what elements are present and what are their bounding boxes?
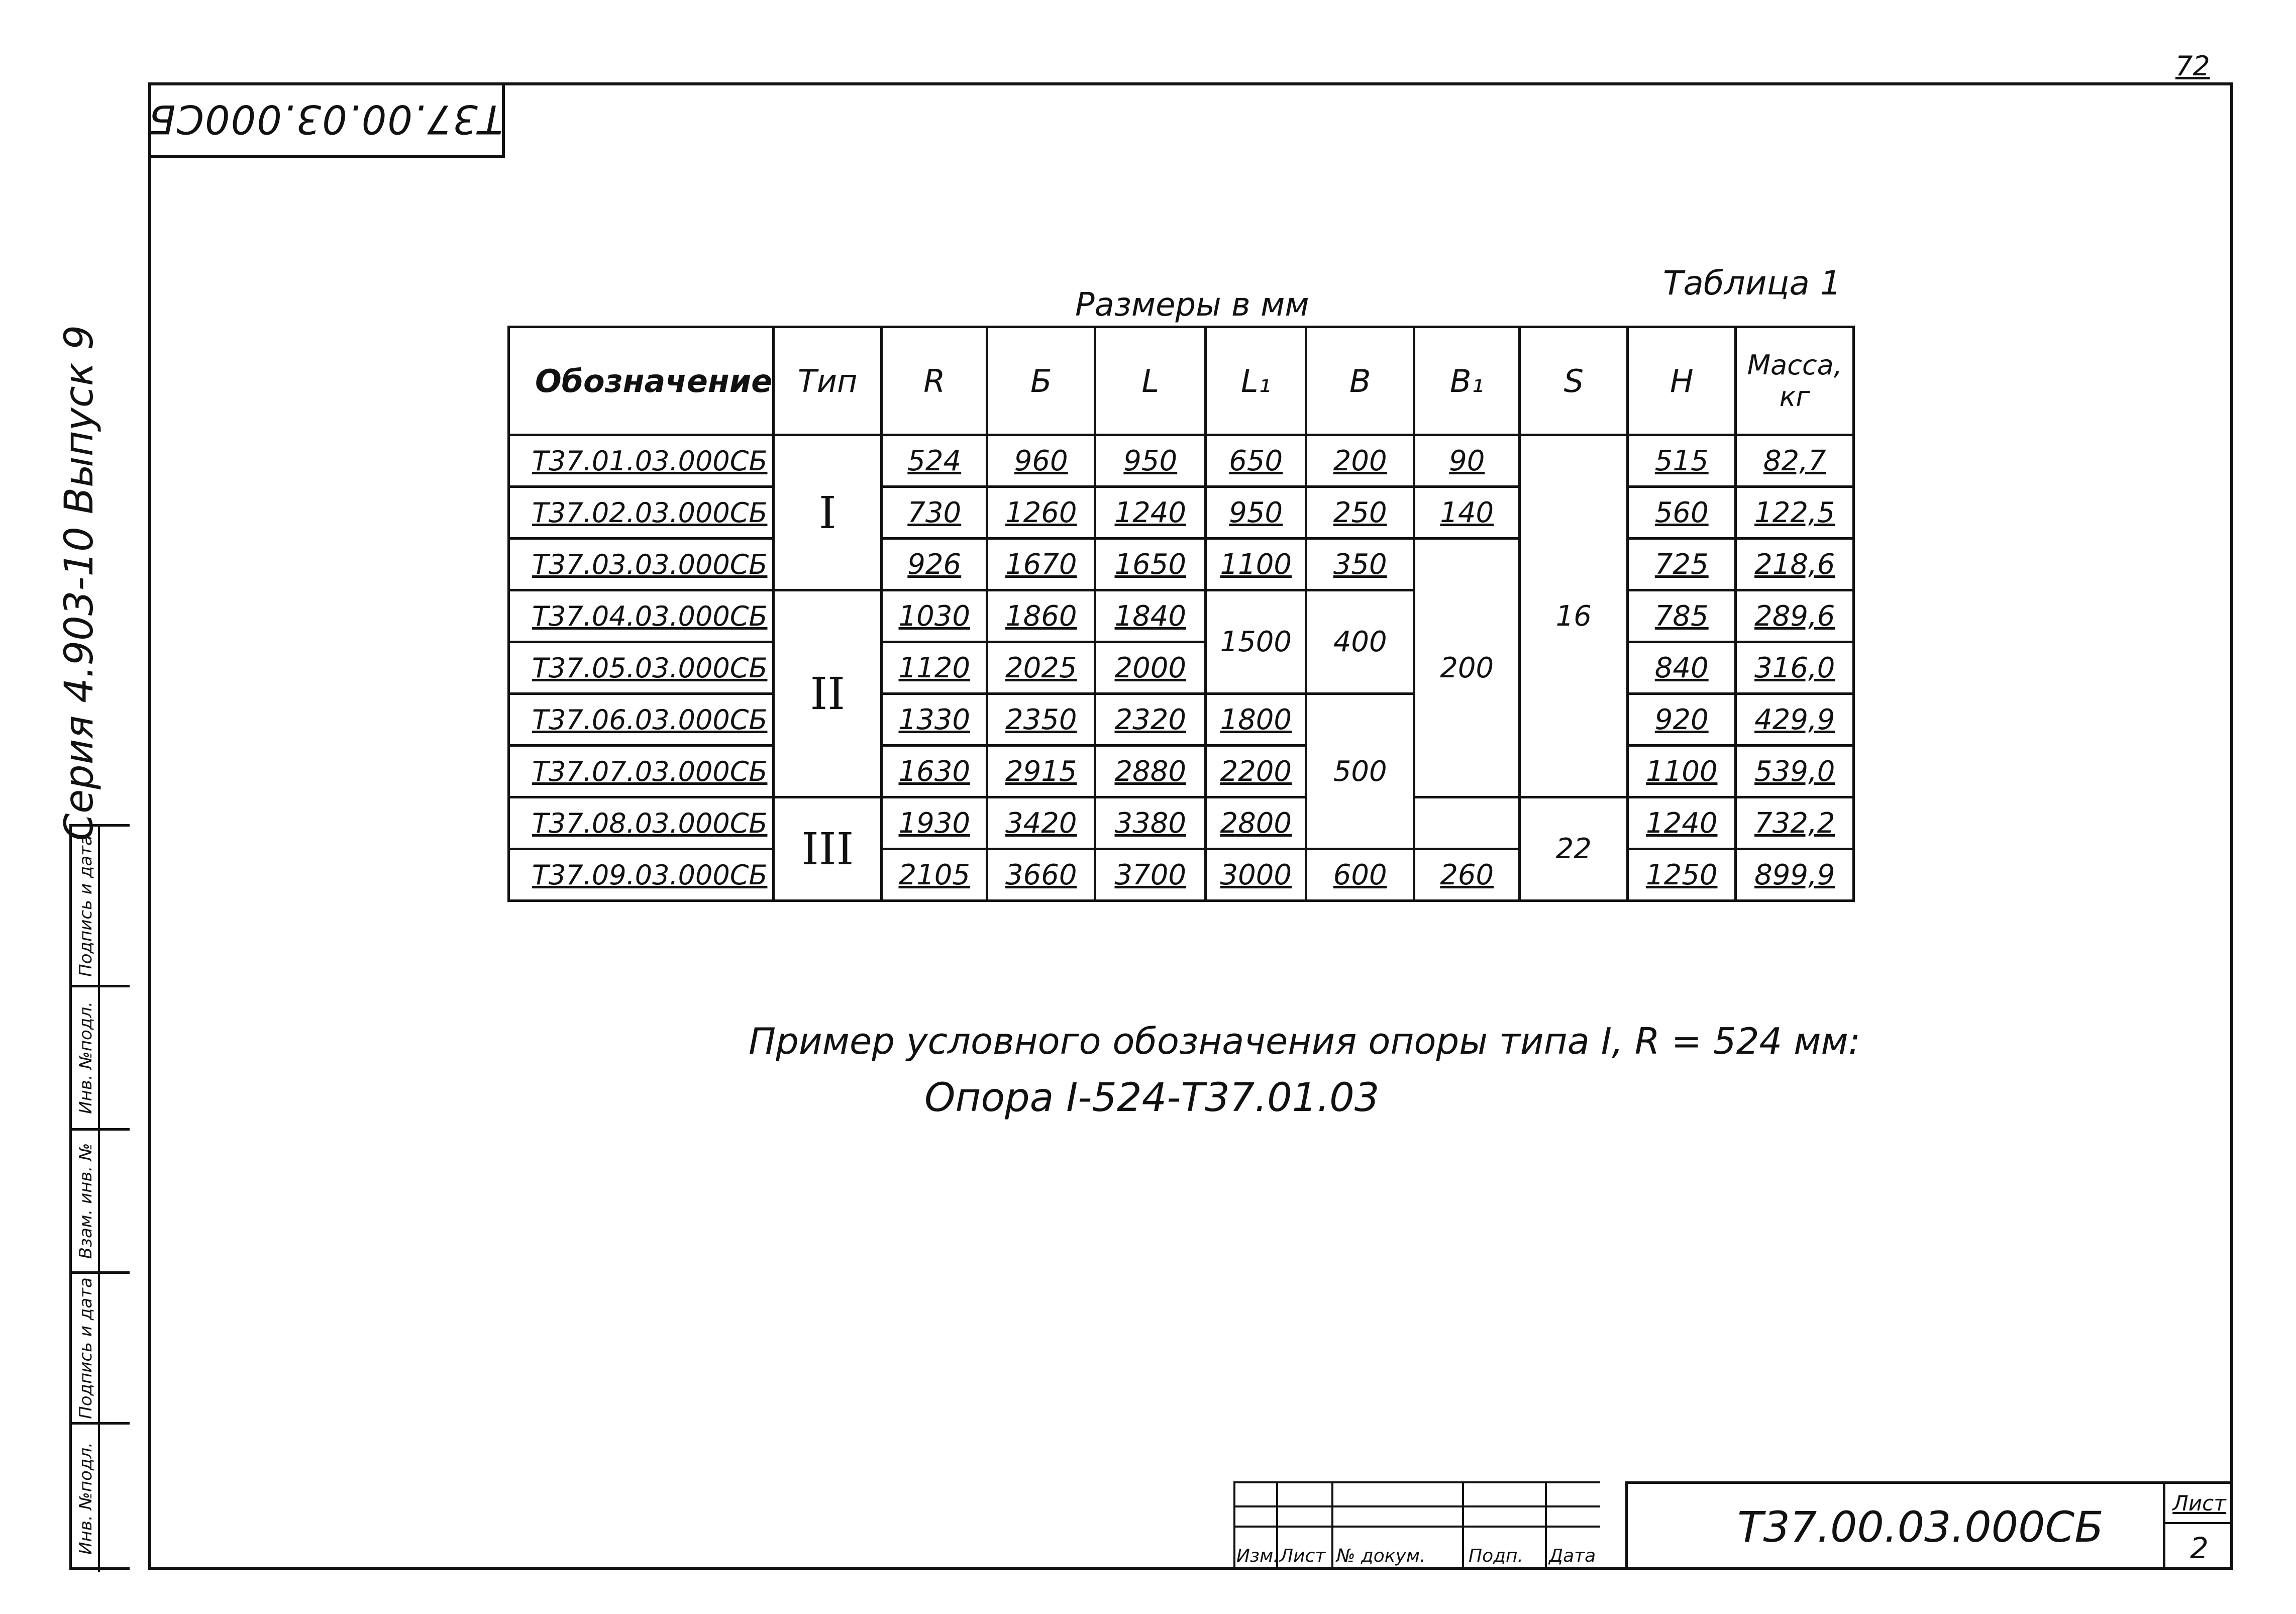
cell-r: 926 <box>882 539 987 590</box>
side-stamp-label: Подпись и дата <box>76 1277 96 1419</box>
cell-mass: 82,7 <box>1736 435 1854 487</box>
cell-h: 1100 <box>1628 746 1736 797</box>
cell-code: Т37.03.03.000СБ <box>509 539 774 590</box>
cell-mass: 429,9 <box>1736 694 1854 746</box>
side-stamp-cell <box>72 1425 130 1572</box>
header-v: В <box>1306 327 1414 435</box>
cell-type: I <box>774 435 882 590</box>
cell-l1: 3000 <box>1206 849 1306 901</box>
series-label: Серия 4.903-10 Выпуск 9 <box>57 325 102 841</box>
cell-v1-blank <box>1414 797 1520 849</box>
title-block-sheet <box>2163 1481 2233 1570</box>
cell-h: 1250 <box>1628 849 1736 901</box>
title-block-header: Дата <box>1549 1546 1596 1566</box>
cell-r: 2105 <box>882 849 987 901</box>
title-block-header: Подп. <box>1469 1546 1523 1566</box>
header-s: S <box>1520 327 1628 435</box>
title-block-doc-code: Т37.00.03.000СБ <box>1625 1481 2213 1570</box>
side-stamp-cell <box>72 827 130 987</box>
cell-v: 600 <box>1306 849 1414 901</box>
cell-r: 1330 <box>882 694 987 746</box>
sheet-number: 2 <box>2190 1531 2209 1565</box>
table-label: Таблица 1 <box>1663 264 1841 302</box>
cell-h: 920 <box>1628 694 1736 746</box>
cell-h: 1240 <box>1628 797 1736 849</box>
cell-h: 840 <box>1628 642 1736 694</box>
header-l1: L₁ <box>1206 327 1306 435</box>
units-caption: Размеры в мм <box>1075 286 1309 324</box>
table-row <box>509 797 1854 849</box>
cell-mass: 899,9 <box>1736 849 1854 901</box>
title-block-header: № докум. <box>1336 1546 1426 1566</box>
cell-b: 2025 <box>987 642 1095 694</box>
cell-r: 1120 <box>882 642 987 694</box>
cell-h: 725 <box>1628 539 1736 590</box>
cell-mass: 316,0 <box>1736 642 1854 694</box>
table-row <box>509 539 1854 590</box>
example-designation: Опора I-524-Т37.01.03 <box>924 1075 1380 1121</box>
page-number: 72 <box>2175 50 2210 82</box>
cell-r: 1630 <box>882 746 987 797</box>
cell-l1: 1800 <box>1206 694 1306 746</box>
table-row <box>509 487 1854 539</box>
cell-code: Т37.09.03.000СБ <box>509 849 774 901</box>
cell-l1: 950 <box>1206 487 1306 539</box>
side-stamp-cell <box>72 1131 130 1274</box>
cell-l: 1240 <box>1095 487 1206 539</box>
cell-b: 2915 <box>987 746 1095 797</box>
cell-h: 560 <box>1628 487 1736 539</box>
cell-v: 200 <box>1306 435 1414 487</box>
title-block <box>1233 1481 2233 1570</box>
cell-l1: 1100 <box>1206 539 1306 590</box>
cell-code: Т37.01.03.000СБ <box>509 435 774 487</box>
cell-v: 400 <box>1306 590 1414 694</box>
cell-l1: 2800 <box>1206 797 1306 849</box>
cell-l1: 650 <box>1206 435 1306 487</box>
side-stamp <box>69 824 130 1570</box>
side-stamp-label: Подпись и дата <box>76 835 96 977</box>
side-stamp-label: Инв. №подл. <box>76 1001 96 1114</box>
cell-code: Т37.08.03.000СБ <box>509 797 774 849</box>
cell-type: III <box>774 797 882 901</box>
header-h: Н <box>1628 327 1736 435</box>
example-caption: Пример условного обозначения опоры типа I, R = 524 мм: <box>749 1020 1861 1062</box>
top-stamp-code: Т37.00.03.000СБ <box>147 96 503 141</box>
cell-b: 1670 <box>987 539 1095 590</box>
cell-v1: 200 <box>1414 539 1520 797</box>
table-row <box>509 694 1854 746</box>
cell-v1: 140 <box>1414 487 1520 539</box>
cell-l: 2880 <box>1095 746 1206 797</box>
cell-type: II <box>774 590 882 797</box>
cell-v1: 260 <box>1414 849 1520 901</box>
cell-r: 1930 <box>882 797 987 849</box>
side-stamp-label: Инв. №подл. <box>76 1442 96 1555</box>
header-designation: Обозначение <box>509 327 774 435</box>
cell-l: 3700 <box>1095 849 1206 901</box>
title-block-header: Изм. <box>1236 1546 1279 1566</box>
cell-mass: 289,6 <box>1736 590 1854 642</box>
header-l: L <box>1095 327 1206 435</box>
header-type: Тип <box>774 327 882 435</box>
table-row <box>509 642 1854 694</box>
cell-b: 3420 <box>987 797 1095 849</box>
table-row <box>509 435 1854 487</box>
cell-v1: 90 <box>1414 435 1520 487</box>
cell-b: 1260 <box>987 487 1095 539</box>
title-block-header: Лист <box>1280 1546 1326 1566</box>
cell-b: 3660 <box>987 849 1095 901</box>
dimensions-table <box>507 326 1855 902</box>
cell-r: 1030 <box>882 590 987 642</box>
title-block-grid <box>1233 1481 1600 1570</box>
cell-mass: 539,0 <box>1736 746 1854 797</box>
side-stamp-cell <box>72 1274 130 1425</box>
cell-l: 2320 <box>1095 694 1206 746</box>
cell-code: Т37.04.03.000СБ <box>509 590 774 642</box>
table-header-row <box>509 327 1854 435</box>
table-row <box>509 849 1854 901</box>
cell-r: 524 <box>882 435 987 487</box>
cell-l: 1840 <box>1095 590 1206 642</box>
cell-code: Т37.07.03.000СБ <box>509 746 774 797</box>
cell-l1: 2200 <box>1206 746 1306 797</box>
sheet-label: Лист <box>2165 1484 2233 1524</box>
top-stamp <box>148 82 505 158</box>
side-stamp-cell <box>72 987 130 1131</box>
cell-v: 350 <box>1306 539 1414 590</box>
cell-b: 960 <box>987 435 1095 487</box>
cell-mass: 732,2 <box>1736 797 1854 849</box>
cell-mass: 122,5 <box>1736 487 1854 539</box>
cell-b: 2350 <box>987 694 1095 746</box>
cell-b: 1860 <box>987 590 1095 642</box>
cell-v: 500 <box>1306 694 1414 849</box>
cell-code: Т37.06.03.000СБ <box>509 694 774 746</box>
cell-h: 515 <box>1628 435 1736 487</box>
cell-code: Т37.02.03.000СБ <box>509 487 774 539</box>
cell-code: Т37.05.03.000СБ <box>509 642 774 694</box>
cell-l1: 1500 <box>1206 590 1306 694</box>
header-b: Б <box>987 327 1095 435</box>
cell-v: 250 <box>1306 487 1414 539</box>
table-row <box>509 590 1854 642</box>
header-v1: В₁ <box>1414 327 1520 435</box>
header-mass: Масса, кг <box>1736 327 1854 435</box>
cell-l: 950 <box>1095 435 1206 487</box>
header-r: R <box>882 327 987 435</box>
table-row <box>509 746 1854 797</box>
cell-s: 22 <box>1520 797 1628 901</box>
cell-l: 2000 <box>1095 642 1206 694</box>
cell-r: 730 <box>882 487 987 539</box>
cell-h: 785 <box>1628 590 1736 642</box>
cell-s: 16 <box>1520 435 1628 797</box>
cell-l: 3380 <box>1095 797 1206 849</box>
cell-l: 1650 <box>1095 539 1206 590</box>
side-stamp-label: Взам. инв. № <box>76 1143 96 1259</box>
cell-mass: 218,6 <box>1736 539 1854 590</box>
